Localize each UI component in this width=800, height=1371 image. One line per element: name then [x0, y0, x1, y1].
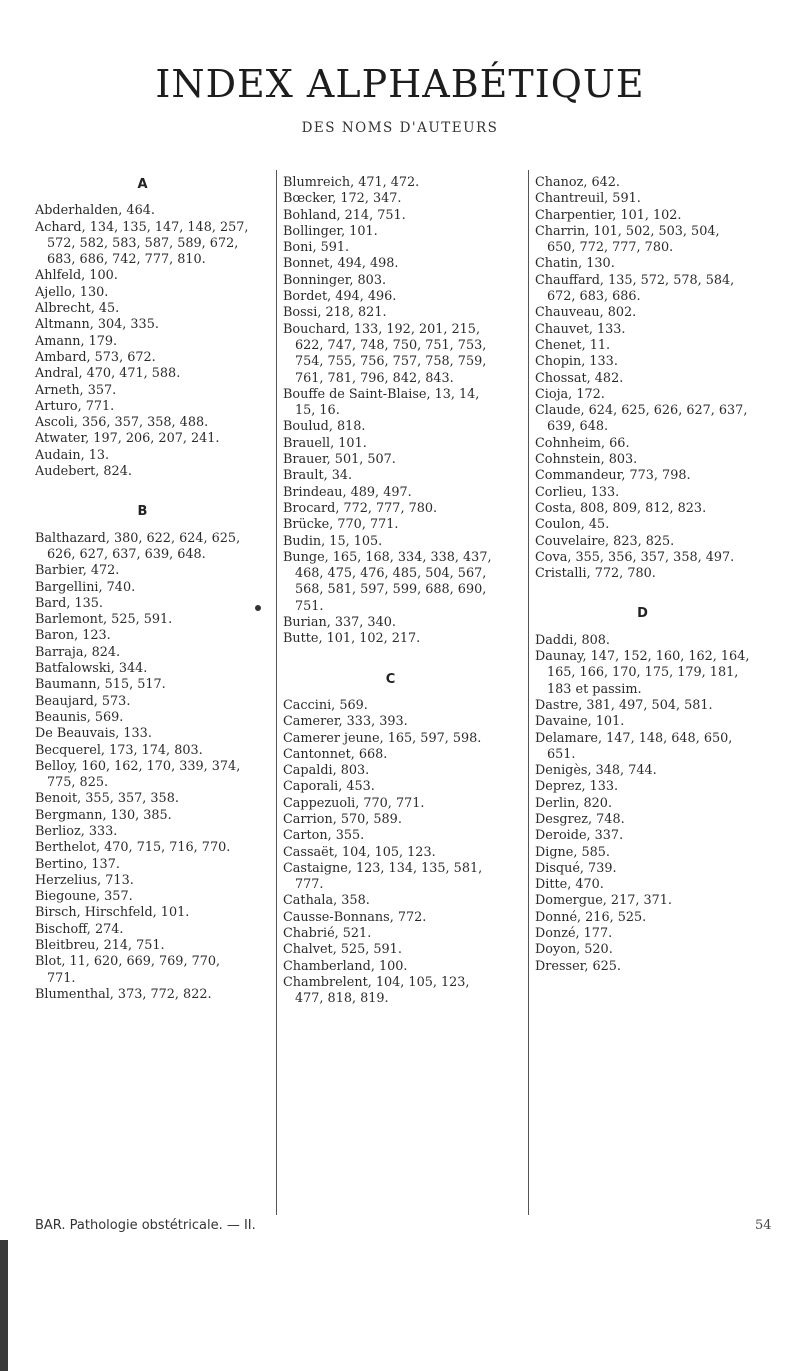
index-entry: Audain, 13. — [35, 447, 110, 463]
index-entry: Chauvet, 133. — [535, 321, 626, 337]
index-entry: Chossat, 482. — [535, 370, 624, 386]
index-entry: Arturo, 771. — [35, 398, 115, 414]
index-column-3 — [535, 175, 750, 1215]
index-entry: Ditte, 470. — [535, 877, 604, 893]
index-entry: Desgrez, 748. — [535, 811, 625, 827]
column-divider — [276, 170, 277, 1215]
index-entry: Deroide, 337. — [535, 828, 624, 844]
index-entry: Carrion, 570, 589. — [283, 811, 402, 827]
index-entry: Davaine, 101. — [535, 714, 625, 730]
index-entry: Bohland, 214, 751. — [283, 207, 406, 223]
footer-running-title: BAR. Pathologie obstétricale. — II. — [35, 1218, 256, 1233]
index-entry: Cantonnet, 668. — [283, 746, 388, 762]
index-entry: Bargellini, 740. — [35, 579, 136, 595]
index-entry: Cioja, 172. — [535, 386, 605, 402]
index-entry: Altmann, 304, 335. — [35, 317, 159, 333]
index-entry: Blumreich, 471, 472. — [283, 175, 420, 190]
index-entry: Disqué, 739. — [535, 860, 617, 876]
index-entry: Berthelot, 470, 715, 716, 770. — [35, 840, 231, 856]
index-entry: Belloy, 160, 162, 170, 339, 374, 775, 825. — [35, 758, 241, 791]
page-number: 54 — [755, 1218, 772, 1233]
index-entry: Dastre, 381, 497, 504, 581. — [535, 697, 713, 713]
index-entry: Chenet, 11. — [535, 337, 611, 353]
index-entry: Batfalowski, 344. — [35, 661, 148, 677]
index-entry: Camerer jeune, 165, 597, 598. — [283, 730, 482, 746]
index-entry: Cristalli, 772, 780. — [535, 566, 656, 582]
index-entry: Blumenthal, 373, 772, 822. — [35, 986, 212, 1002]
column-divider — [528, 170, 529, 1215]
index-entry: Beaunis, 569. — [35, 709, 124, 725]
index-entry: Digne, 585. — [535, 844, 610, 860]
index-entry: Burian, 337, 340. — [283, 615, 396, 631]
index-entry: Chambrelent, 104, 105, 123, 477, 818, 819. — [283, 974, 470, 1007]
index-entry: Capaldi, 803. — [283, 763, 370, 779]
index-column-2 — [283, 175, 498, 1215]
index-entry: Boulud, 818. — [283, 419, 366, 435]
index-entry: Donzé, 177. — [535, 926, 613, 942]
index-entry: Bonninger, 803. — [283, 272, 387, 288]
index-entry: Chopin, 133. — [535, 354, 618, 370]
index-entry: Bergmann, 130, 385. — [35, 807, 172, 823]
scan-edge-bar — [0, 1240, 8, 1371]
index-entry: Chauffard, 135, 572, 578, 584, 672, 683, 686. — [535, 272, 735, 305]
index-entry: Bollinger, 101. — [283, 223, 378, 239]
index-entry: Costa, 808, 809, 812, 823. — [535, 500, 707, 516]
index-entry: Ahlfeld, 100. — [35, 268, 118, 284]
index-entry: Bischoff, 274. — [35, 921, 124, 937]
index-entry: Achard, 134, 135, 147, 148, 257, 572, 582, 583, 587, 589, 672, 683, 686, 742, 777, 810. — [35, 219, 249, 268]
index-entry: Chamberland, 100. — [283, 958, 408, 974]
index-entry: Charrin, 101, 502, 503, 504, 650, 772, 777, 780. — [535, 223, 720, 256]
index-entry: Chauveau, 802. — [535, 305, 637, 321]
index-entry: Brault, 34. — [283, 468, 353, 484]
index-entry: Atwater, 197, 206, 207, 241. — [35, 431, 220, 447]
index-entry: Camerer, 333, 393. — [283, 714, 408, 730]
index-entry: Berlioz, 333. — [35, 823, 118, 839]
index-column-1 — [35, 175, 250, 1215]
index-entry: Bard, 135. — [35, 595, 103, 611]
index-entry: Ambard, 573, 672. — [35, 349, 156, 365]
index-entry: Coulon, 45. — [535, 517, 610, 533]
index-entry: Blot, 11, 620, 669, 769, 770, 771. — [35, 954, 221, 986]
index-entry: Donné, 216, 525. — [535, 909, 647, 925]
index-entry: Budin, 15, 105. — [283, 533, 383, 549]
index-entry: Ajello, 130. — [35, 284, 109, 300]
index-entry: Bertino, 137. — [35, 856, 120, 872]
index-entry: Commandeur, 773, 798. — [535, 468, 691, 484]
section-letter: B — [137, 504, 148, 520]
index-entry: Daddi, 808. — [535, 632, 610, 648]
page-title: INDEX ALPHABÉTIQUE — [155, 62, 645, 106]
section-letter: A — [137, 177, 148, 192]
index-entry: Deprez, 133. — [535, 779, 619, 795]
index-entry: Cohnstein, 803. — [535, 452, 638, 468]
index-entry: Chantreuil, 591. — [535, 191, 641, 207]
index-entry: Cappezuoli, 770, 771. — [283, 795, 425, 811]
index-entry: Barbier, 472. — [35, 563, 120, 579]
index-entry: Herzelius, 713. — [35, 872, 134, 888]
index-entry: Ascoli, 356, 357, 358, 488. — [35, 415, 209, 431]
index-entry: Caccini, 569. — [283, 697, 368, 713]
index-entry: Corlieu, 133. — [535, 484, 620, 500]
index-entry: Derlin, 820. — [535, 795, 613, 811]
index-entry: Domergue, 217, 371. — [535, 893, 672, 909]
index-entry: Benoit, 355, 357, 358. — [35, 791, 179, 807]
index-entry: Baron, 123. — [35, 628, 111, 644]
index-entry: Bœcker, 172, 347. — [283, 191, 402, 207]
index-entry: Barraja, 824. — [35, 644, 121, 660]
index-entry: Bonnet, 494, 498. — [283, 256, 399, 272]
index-entry: Denigès, 348, 744. — [535, 763, 657, 779]
index-entry: Becquerel, 173, 174, 803. — [35, 742, 203, 758]
index-entry: Chatin, 130. — [535, 256, 615, 272]
index-entry: Bossi, 218, 821. — [283, 305, 387, 321]
index-entry: Bleitbreu, 214, 751. — [35, 938, 165, 954]
index-entry: Carton, 355. — [283, 828, 365, 844]
index-entry: Caporali, 453. — [283, 779, 375, 795]
index-entry: Cathala, 358. — [283, 893, 370, 909]
index-entry: Castaigne, 123, 134, 135, 581, 777. — [283, 860, 483, 893]
section-letter: C — [385, 671, 396, 687]
index-entry: Baumann, 515, 517. — [35, 677, 166, 693]
index-entry: Arneth, 357. — [35, 382, 117, 398]
index-entry: Beaujard, 573. — [35, 693, 131, 709]
margin-mark — [255, 605, 261, 611]
index-entry: Birsch, Hirschfeld, 101. — [35, 905, 190, 921]
page-subtitle: DES NOMS D'AUTEURS — [301, 120, 499, 136]
index-entry: Cohnheim, 66. — [535, 435, 630, 451]
index-entry: Butte, 101, 102, 217. — [283, 631, 421, 647]
index-entry: Boni, 591. — [283, 240, 350, 256]
index-entry: De Beauvais, 133. — [35, 726, 152, 742]
index-entry: Albrecht, 45. — [35, 301, 120, 317]
index-entry: Biegounе, 357. — [35, 889, 133, 905]
index-entry: Chanoz, 642. — [535, 175, 620, 190]
index-entry: Bordet, 494, 496. — [283, 289, 397, 305]
index-entry: Brindeau, 489, 497. — [283, 484, 412, 500]
index-entry: Amann, 179. — [35, 333, 118, 349]
index-entry: Chabrié, 521. — [283, 926, 372, 942]
section-letter: D — [637, 606, 648, 622]
index-entry: Bouffe de Saint-Blaise, 13, 14, 15, 16. — [283, 386, 480, 419]
index-entry: Brauell, 101. — [283, 435, 367, 451]
index-entry: Delamare, 147, 148, 648, 650, 651. — [535, 730, 733, 762]
index-entry: Brocard, 772, 777, 780. — [283, 500, 438, 516]
index-entry: Chalvet, 525, 591. — [283, 942, 402, 958]
index-entry: Andral, 470, 471, 588. — [35, 366, 181, 382]
index-entry: Audebert, 824. — [35, 464, 132, 480]
index-entry: Bunge, 165, 168, 334, 338, 437, 468, 475, 476, 485, 504, 567, 568, 581, 597, 599, 688, 690, 751. — [283, 549, 492, 614]
index-entry: Balthazard, 380, 622, 624, 625, 626, 627, 637, 639, 648. — [35, 530, 241, 562]
index-entry: Claude, 624, 625, 626, 627, 637, 639, 648. — [535, 403, 748, 435]
index-entry: Couvelaire, 823, 825. — [535, 533, 675, 549]
index-entry: Causse-Bonnans, 772. — [283, 909, 427, 925]
index-entry: Dresser, 625. — [535, 958, 621, 974]
index-entry: Brauer, 501, 507. — [283, 452, 396, 468]
index-entry: Charpentier, 101, 102. — [535, 207, 682, 223]
index-entry: Brücke, 770, 771. — [283, 517, 399, 533]
index-entry: Cova, 355, 356, 357, 358, 497. — [535, 549, 735, 565]
index-entry: Abderhalden, 464. — [35, 203, 155, 219]
index-entry: Doyon, 520. — [535, 942, 613, 958]
index-entry: Cassaët, 104, 105, 123. — [283, 844, 436, 860]
index-entry: Barlemont, 525, 591. — [35, 612, 173, 628]
index-entry: Daunay, 147, 152, 160, 162, 164, 165, 166, 170, 175, 179, 181, 183 et passim. — [535, 649, 750, 697]
index-entry: Bouchard, 133, 192, 201, 215, 622, 747, 748, 750, 751, 753, 754, 755, 756, 757, 758, 759, 761, 781, 796, 842, 843. — [283, 321, 487, 386]
